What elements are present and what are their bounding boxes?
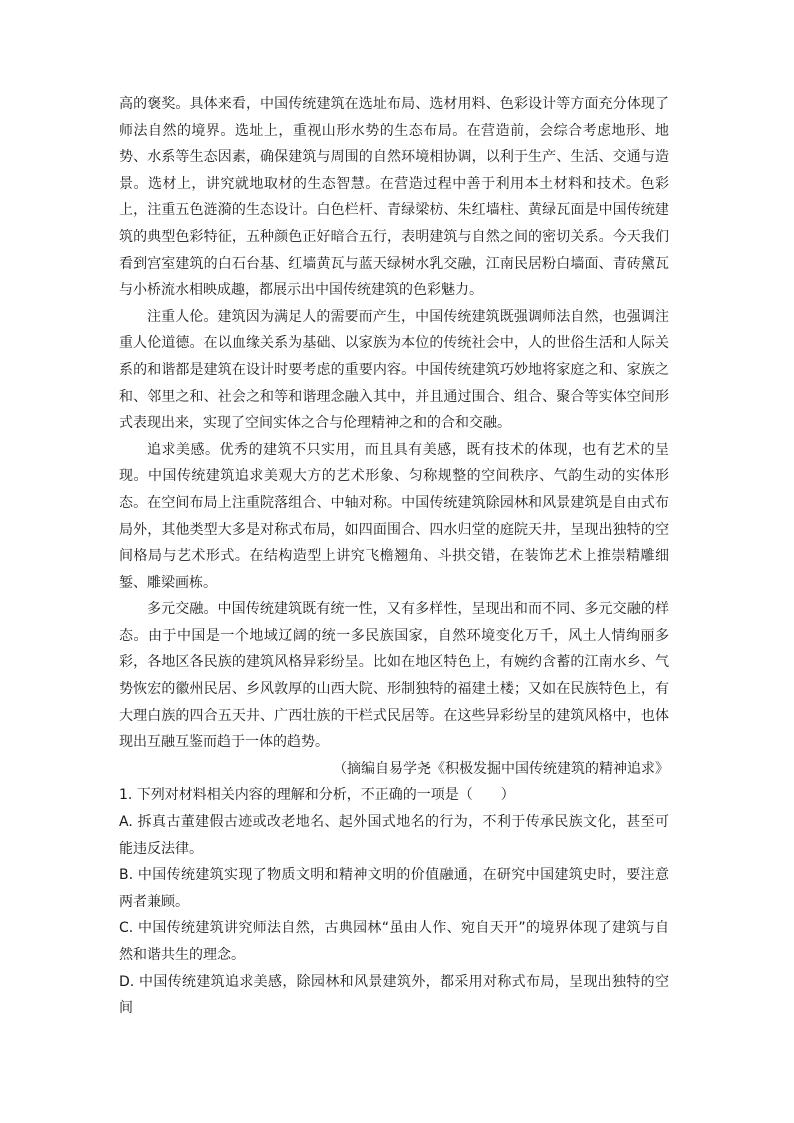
option-b: B. 中国传统建筑实现了物质文明和精神文明的价值融通，在研究中国建筑史时，要注意两者兼顾。	[119, 867, 669, 910]
document-page	[119, 91, 669, 1022]
question-stem: 1. 下列对材料相关内容的理解和分析，不正确的一项是（ ）	[119, 787, 515, 804]
paragraph-beauty: 追求美感。优秀的建筑不只实用，而且具有美感，既有技术的体现，也有艺术的呈现。中国传统建筑追求美观大方的艺术形象、匀称规整的空间秩序、气韵生动的实体形态。在空间布局上注重院落组合、中轴对称。中国传统建筑除园林和风景建筑是自由式布局外，其他类型大多是对称式布局，如四面围合、四水归堂的庭院天井，呈现出独特的空间格局与艺术形式。在结构造型上讲究飞檐翘角、斗拱交错，在装饰艺术上推崇精雕细錾、雕梁画栋。	[119, 441, 669, 591]
option-a: A. 拆真古董建假古迹或改老地名、起外国式地名的行为，不利于传承民族文化，甚至可能违反法律。	[119, 814, 669, 857]
paragraph-human-ethics: 注重人伦。建筑因为满足人的需要而产生，中国传统建筑既强调师法自然，也强调注重人伦道德。在以血缘关系为基础、以家族为本位的传统社会中，人的世俗生活和人际关系的和谐都是建筑在设计时要考虑的重要内容。中国传统建筑巧妙地将家庭之和、家族之和、邻里之和、社会之和等和谐理念融入其中，并且通过围合、组合、聚合等实体空间形式表现出来，实现了空间实体之合与伦理精神之和的合和交融。	[119, 308, 669, 432]
paragraph-continuation: 高的褒奖。具体来看，中国传统建筑在选址布局、选材用料、色彩设计等方面充分体现了师法自然的境界。选址上，重视山形水势的生态布局。在营造前，会综合考虑地形、地势、水系等生态因素，确保建筑与周围的自然环境相协调，以利于生产、生活、交通与造景。选材上，讲究就地取材的生态智慧。在营造过程中善于利用本土材料和技术。色彩上，注重五色涟漪的生态设计。白色栏杆、青绿梁枋、朱红墙柱、黄绿瓦面是中国传统建筑的典型色彩特征，五种颜色正好暗合五行，表明建筑与自然之间的密切关系。今天我们看到宫室建筑的白石台基、红墙黄瓦与蓝天绿树水乳交融，江南民居粉白墙面、青砖黛瓦与小桥流水相映成趣，都展示出中国传统建筑的色彩魅力。	[119, 96, 669, 299]
option-c: C. 中国传统建筑讲究师法自然，古典园林“虽由人作、宛自天开”的境界体现了建筑与自然和谐共生的理念。	[119, 920, 669, 963]
option-d: D. 中国传统建筑追求美感，除园林和风景建筑外，都采用对称式布局，呈现出独特的空间	[119, 973, 669, 1017]
paragraph-diversity: 多元交融。中国传统建筑既有统一性，又有多样性，呈现出和而不同、多元交融的样态。由于中国是一个地域辽阔的统一多民族国家，自然环境变化万千，风土人情绚丽多彩，各地区各民族的建筑风格异彩纷呈。比如在地区特色上，有婉约含蓄的江南水乡、气势恢宏的徽州民居、乡风敦厚的山西大院、形制独特的福建土楼；又如在民族特色上，有大理白族的四合五天井、广西壮族的干栏式民居等。在这些异彩纷呈的建筑风格中，也体现出互融互鉴而趋于一体的趋势。	[119, 601, 669, 751]
source-citation: （摘编自易学尧《积极发掘中国传统建筑的精神追求》	[333, 760, 669, 777]
